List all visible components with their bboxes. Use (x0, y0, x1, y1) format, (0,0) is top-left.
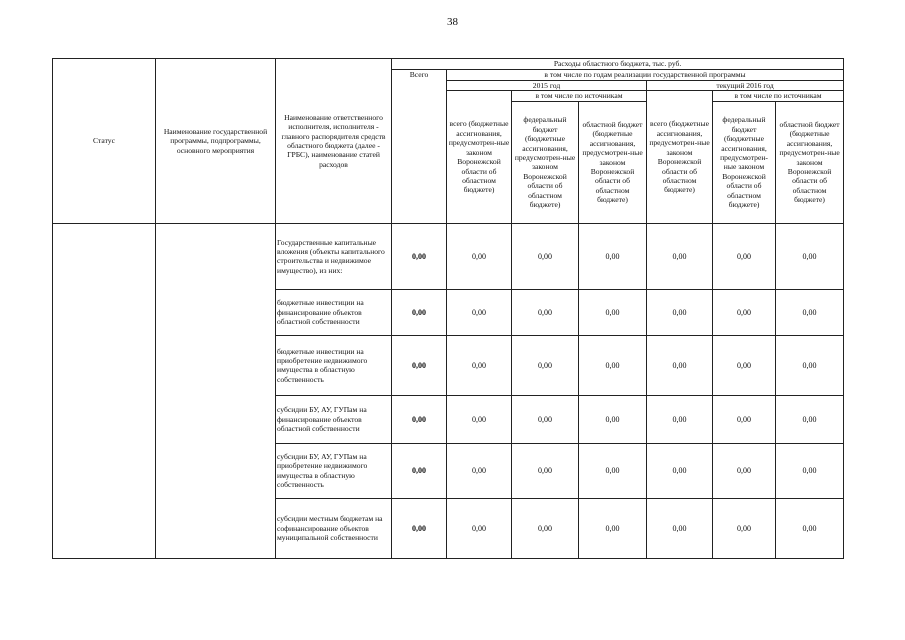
row-value: 0,00 (579, 223, 647, 289)
row-value: 0,00 (512, 289, 579, 335)
row-value: 0,00 (647, 289, 713, 335)
row-value: 0,00 (713, 289, 776, 335)
row-label: Государственные капитальные вложения (объекты капитального строительства и недвижимое имущество), из них: (276, 223, 392, 289)
row-value: 0,00 (647, 223, 713, 289)
program-name-cell (156, 223, 276, 558)
row-value: 0,00 (713, 223, 776, 289)
row-value: 0,00 (579, 443, 647, 498)
row-total: 0,00 (392, 289, 447, 335)
row-value: 0,00 (713, 395, 776, 443)
status-cell (53, 223, 156, 558)
header-2015-by-sources: в том числе по источникам (512, 91, 647, 101)
row-value: 0,00 (713, 443, 776, 498)
row-value: 0,00 (647, 498, 713, 558)
table-row (53, 223, 844, 289)
row-value: 0,00 (512, 395, 579, 443)
row-value: 0,00 (579, 498, 647, 558)
header-executor: Наименование ответственного исполнителя, исполнителя - главного распорядителя средств областного бюджета (далее - ГРБС), наименование статей расходов (276, 59, 392, 224)
row-value: 0,00 (579, 395, 647, 443)
row-value: 0,00 (512, 443, 579, 498)
row-value: 0,00 (776, 289, 844, 335)
header-year-2016: текущий 2016 год (647, 81, 844, 91)
row-value: 0,00 (776, 223, 844, 289)
row-total: 0,00 (392, 223, 447, 289)
row-value: 0,00 (579, 335, 647, 395)
row-value: 0,00 (647, 443, 713, 498)
row-value: 0,00 (647, 395, 713, 443)
header-year-2015: 2015 год (447, 81, 647, 91)
header-expenses: Расходы областного бюджета, тыс. руб. (392, 59, 844, 70)
row-value: 0,00 (447, 498, 512, 558)
row-value: 0,00 (776, 498, 844, 558)
row-total: 0,00 (392, 498, 447, 558)
header-program-name: Наименование государственной программы, подпрограммы, основного мероприятия (156, 59, 276, 224)
header-2015-all: всего (бюджетные ассигнования, предусмотрен-ные законом Воронежской области об областном бюджете) (447, 91, 512, 223)
header-2016-federal: федеральный бюджет (бюджетные ассигнования, предусмотрен-ные законом Воронежской области об областном бюджете) (713, 101, 776, 223)
header-2016-regional: областной бюджет (бюджетные ассигнования, предусмотрен-ные законом Воронежской области об областном бюджете) (776, 101, 844, 223)
row-value: 0,00 (776, 395, 844, 443)
header-total: Всего (392, 70, 447, 224)
row-label: субсидии местным бюджетам на софинансирование объектов муниципальной собственности (276, 498, 392, 558)
row-value: 0,00 (713, 498, 776, 558)
header-2016-by-sources: в том числе по источникам (713, 91, 844, 101)
row-total: 0,00 (392, 335, 447, 395)
row-value: 0,00 (713, 335, 776, 395)
row-label: субсидии БУ, АУ, ГУПам на финансирование объектов областной собственности (276, 395, 392, 443)
budget-table (52, 58, 844, 559)
header-by-years: в том числе по годам реализации государственной программы (447, 70, 844, 81)
row-value: 0,00 (776, 335, 844, 395)
header-2015-federal: федеральный бюджет (бюджетные ассигнования, предусмотрен-ные законом Воронежской области об областном бюджете) (512, 101, 579, 223)
row-value: 0,00 (447, 223, 512, 289)
row-value: 0,00 (512, 223, 579, 289)
row-value: 0,00 (447, 335, 512, 395)
header-status: Статус (53, 59, 156, 224)
row-total: 0,00 (392, 395, 447, 443)
header-2015-regional: областной бюджет (бюджетные ассигнования, предусмотрен-ные законом Воронежской области об областном бюджете) (579, 101, 647, 223)
row-value: 0,00 (447, 289, 512, 335)
row-label: бюджетные инвестиции на финансирование объектов областной собственности (276, 289, 392, 335)
row-value: 0,00 (579, 289, 647, 335)
row-value: 0,00 (512, 498, 579, 558)
page-number: 38 (447, 16, 458, 28)
row-value: 0,00 (447, 395, 512, 443)
row-total: 0,00 (392, 443, 447, 498)
row-label: субсидии БУ, АУ, ГУПам на приобретение недвижимого имущества в областную собственность (276, 443, 392, 498)
header-2016-all: всего (бюджетные ассигнования, предусмотрен-ные законом Воронежской области об областном бюджете) (647, 91, 713, 223)
row-value: 0,00 (776, 443, 844, 498)
row-value: 0,00 (647, 335, 713, 395)
row-label: бюджетные инвестиции на приобретение недвижимого имущества в областную собственность (276, 335, 392, 395)
row-value: 0,00 (512, 335, 579, 395)
row-value: 0,00 (447, 443, 512, 498)
